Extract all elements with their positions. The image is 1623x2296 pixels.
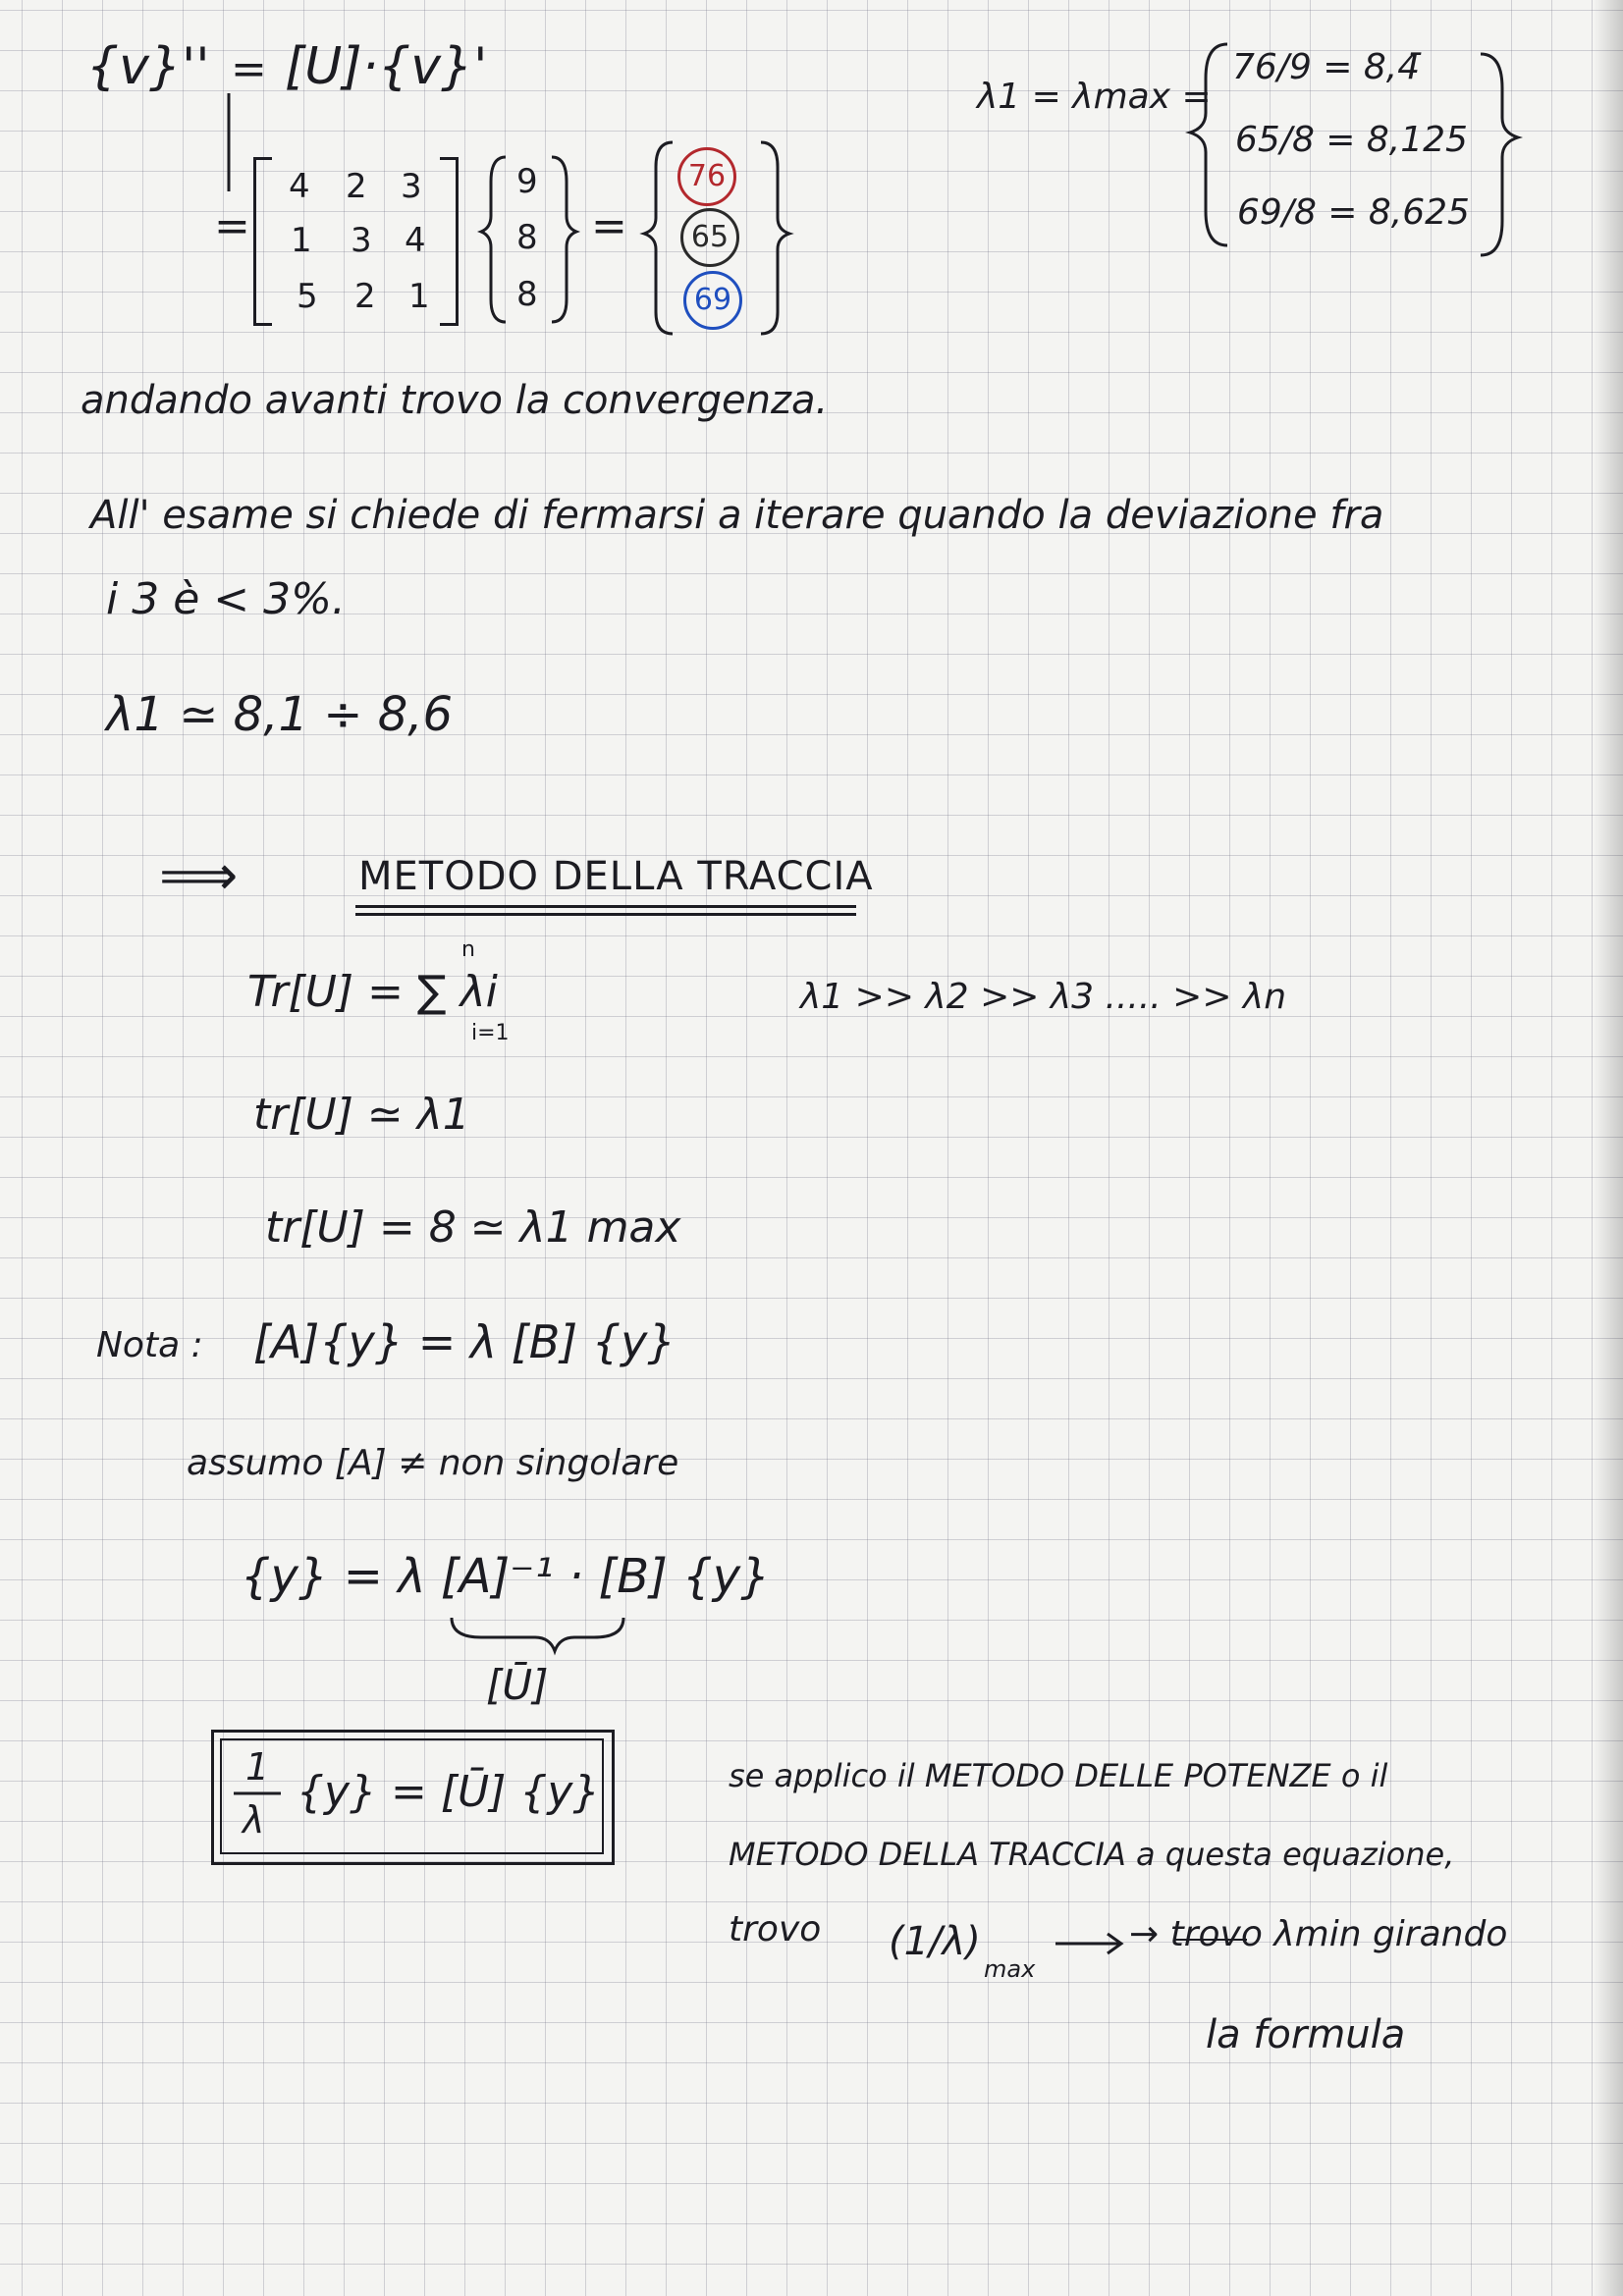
matrix-cell: 1 — [291, 221, 312, 260]
trace-sum-formula: Tr[U] = ∑ λi — [247, 967, 498, 1017]
boxed-fraction-den: λ — [243, 1798, 265, 1842]
side-note-max: max — [984, 1955, 1036, 1983]
matrix-cell: 5 — [297, 277, 318, 316]
lambda-left-brace — [1190, 44, 1227, 245]
iteration-equals-1: = — [231, 44, 267, 94]
side-note-line1: se applico il METODO DELLE POTENZE o il — [729, 1757, 1388, 1794]
iteration-lhs: {v}'' — [86, 37, 210, 96]
result-right-brace — [761, 142, 789, 334]
vector-cell: 9 — [516, 162, 538, 201]
matrix-cell: 2 — [346, 167, 367, 206]
lambda-right-brace — [1481, 54, 1518, 255]
trace-value: tr[U] = 8 ≃ λ1 max — [265, 1202, 681, 1253]
result-circle-76: 76 — [677, 147, 736, 206]
iteration-equals-2: = — [214, 201, 250, 251]
lambda-line: 69/8 = 8,625 — [1237, 192, 1470, 233]
matrix-cell: 4 — [289, 167, 310, 206]
matrix-cell: 3 — [401, 167, 422, 206]
matrix-cell: 2 — [354, 277, 376, 316]
vector-right-brace — [552, 157, 576, 322]
title-underline-2 — [355, 913, 856, 916]
side-note-line2: METODO DELLA TRACCIA a questa equazione, — [729, 1836, 1455, 1873]
lambda-line: 76/9 = 8,4̄ — [1232, 47, 1421, 87]
note-convergence: andando avanti trovo la convergenza. — [81, 378, 829, 423]
underbrace — [452, 1618, 623, 1651]
matrix-left-bracket — [253, 157, 272, 326]
sum-lower-limit: i=1 — [471, 1021, 510, 1045]
lambda-line: 65/8 = 8,125 — [1235, 120, 1468, 160]
side-note-trovo: trovo — [729, 1909, 822, 1949]
matrix-cell: 4 — [405, 221, 426, 260]
vector-left-brace — [481, 157, 506, 322]
side-note-lambda-min: → trovo λmin girando — [1129, 1914, 1508, 1954]
note-exam: All' esame si chiede di fermarsi a iterare quando la deviazione fra — [90, 493, 1384, 538]
section-arrow: ⟹ — [159, 844, 239, 908]
nota-equation: [A]{y} = λ [B] {y} — [253, 1315, 676, 1368]
side-note-formula: la formula — [1206, 2012, 1406, 2057]
eigen-order: λ1 >> λ2 >> λ3 ..... >> λn — [800, 977, 1287, 1017]
matrix-right-bracket — [440, 157, 459, 326]
result-circle-65: 65 — [680, 208, 739, 267]
matrix-cell: 3 — [351, 221, 372, 260]
vector-cell: 8 — [516, 275, 538, 314]
iteration-equals-3: = — [591, 201, 627, 251]
nota-label: Nota : — [96, 1325, 203, 1365]
note-lambda-range: λ1 ≃ 8,1 ÷ 8,6 — [106, 687, 454, 742]
result-circle-69: 69 — [683, 271, 742, 330]
boxed-equation-rest: {y} = [Ū] {y} — [297, 1767, 601, 1817]
lambda-max-label: λ1 = λmax = — [977, 77, 1212, 117]
boxed-fraction-num: 1 — [245, 1745, 270, 1789]
inverse-equation: {y} = λ [A]⁻¹ · [B] {y} — [241, 1549, 771, 1604]
result-left-brace — [644, 142, 673, 334]
side-note-fraction: (1/λ) — [889, 1919, 981, 1964]
assume-nonsingular: assumo [A] ≠ non singolare — [187, 1443, 679, 1483]
iteration-rhs: [U]·{v}' — [285, 37, 488, 96]
trace-approx: tr[U] ≃ λ1 — [253, 1090, 470, 1140]
u-bar-label: [Ū] — [486, 1661, 549, 1709]
matrix-cell: 1 — [408, 277, 430, 316]
title-underline-1 — [355, 905, 856, 908]
sum-upper-limit: n — [461, 937, 475, 962]
section-title: METODO DELLA TRACCIA — [358, 854, 874, 899]
note-deviation: i 3 è < 3%. — [106, 574, 346, 624]
vector-cell: 8 — [516, 218, 538, 257]
